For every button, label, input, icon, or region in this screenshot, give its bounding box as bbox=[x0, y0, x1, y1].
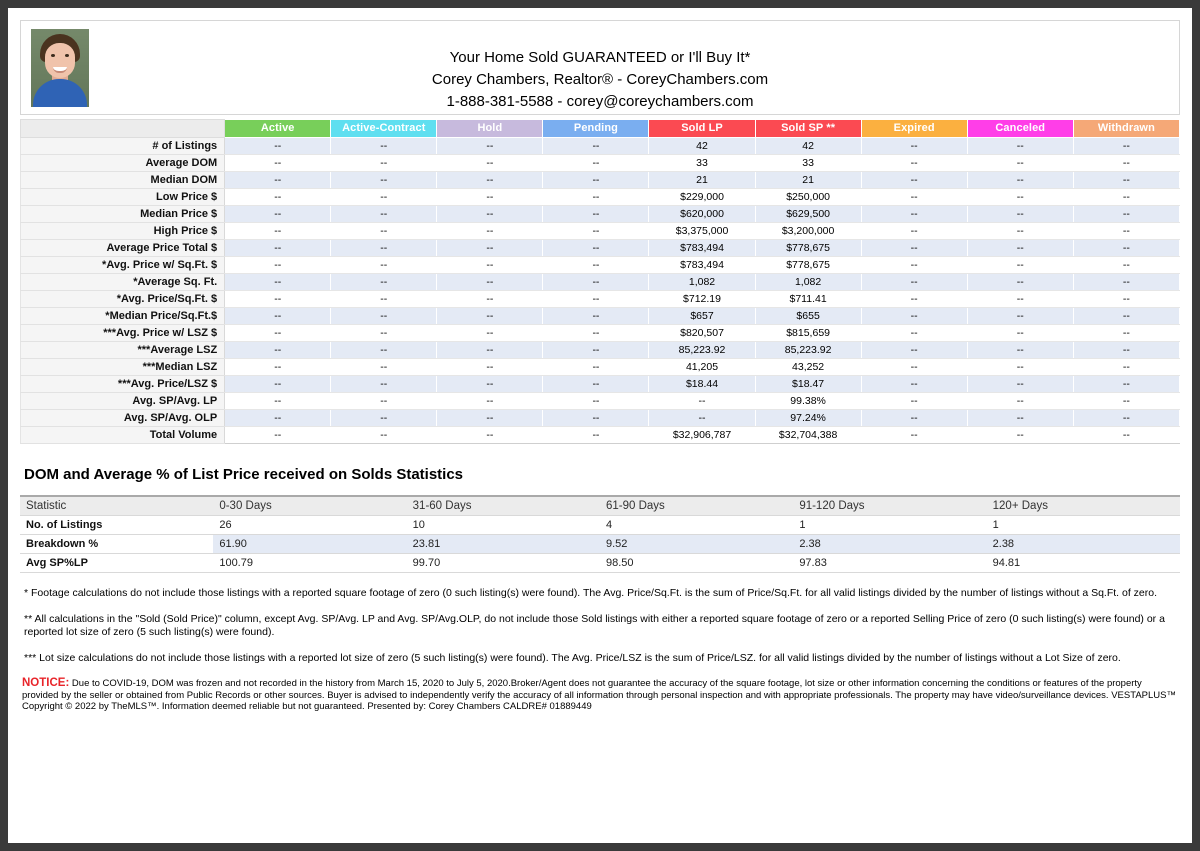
statistics-cell: -- bbox=[967, 325, 1073, 342]
statistics-cell: -- bbox=[225, 257, 331, 274]
dom-cell: 61.90 bbox=[213, 535, 406, 554]
statistics-cell: -- bbox=[1073, 155, 1179, 172]
statistics-cell: $820,507 bbox=[649, 325, 755, 342]
statistics-cell: -- bbox=[861, 155, 967, 172]
statistics-row-label: Median Price $ bbox=[21, 206, 225, 223]
statistics-row-label: ***Median LSZ bbox=[21, 359, 225, 376]
statistics-cell: $3,200,000 bbox=[755, 223, 861, 240]
statistics-cell: -- bbox=[331, 223, 437, 240]
statistics-cell: 21 bbox=[755, 172, 861, 189]
statistics-row bbox=[21, 325, 1180, 342]
dom-cell: 1 bbox=[987, 516, 1180, 535]
statistics-cell: -- bbox=[331, 325, 437, 342]
statistics-cell: -- bbox=[437, 342, 543, 359]
statistics-cell: -- bbox=[543, 274, 649, 291]
dom-cell: 2.38 bbox=[987, 535, 1180, 554]
statistics-corner-cell bbox=[21, 120, 225, 138]
statistics-cell: -- bbox=[861, 359, 967, 376]
statistics-cell: -- bbox=[1073, 308, 1179, 325]
statistics-cell: $32,906,787 bbox=[649, 427, 755, 444]
statistics-cell: -- bbox=[437, 138, 543, 155]
statistics-row bbox=[21, 155, 1180, 172]
statistics-cell: -- bbox=[225, 206, 331, 223]
statistics-cell: $620,000 bbox=[649, 206, 755, 223]
statistics-cell: -- bbox=[861, 189, 967, 206]
dom-row-label: Avg SP%LP bbox=[20, 554, 213, 573]
statistics-cell: -- bbox=[543, 393, 649, 410]
dom-cell: 10 bbox=[407, 516, 600, 535]
statistics-cell: -- bbox=[543, 342, 649, 359]
dom-cell: 98.50 bbox=[600, 554, 793, 573]
statistics-row-label: *Avg. Price w/ Sq.Ft. $ bbox=[21, 257, 225, 274]
statistics-cell: $783,494 bbox=[649, 240, 755, 257]
notice-block bbox=[20, 678, 1180, 713]
statistics-cell: $778,675 bbox=[755, 257, 861, 274]
statistics-cell: -- bbox=[225, 410, 331, 427]
statistics-cell: -- bbox=[225, 240, 331, 257]
statistics-cell: -- bbox=[437, 410, 543, 427]
statistics-row-label: *Median Price/Sq.Ft.$ bbox=[21, 308, 225, 325]
statistics-cell: 42 bbox=[649, 138, 755, 155]
statistics-cell: -- bbox=[331, 410, 437, 427]
statistics-cell: -- bbox=[861, 138, 967, 155]
statistics-col-header-8: Withdrawn bbox=[1073, 120, 1179, 138]
statistics-cell: -- bbox=[331, 172, 437, 189]
document-page bbox=[8, 8, 1192, 843]
statistics-cell: -- bbox=[1073, 376, 1179, 393]
statistics-cell: $32,704,388 bbox=[755, 427, 861, 444]
statistics-cell: -- bbox=[543, 257, 649, 274]
footnote-one: * Footage calculations do not include those listings with a reported square footage of zero (0 such listing(s) were found). The Avg. Price/Sq.Ft. is the sum of Price/Sq.Ft. for all valid listings divided by the number of listings without a Sq.Ft. of zero. bbox=[24, 587, 1158, 599]
statistics-cell: -- bbox=[331, 291, 437, 308]
statistics-row bbox=[21, 189, 1180, 206]
header-contact-block bbox=[21, 47, 1179, 113]
statistics-cell: $3,375,000 bbox=[649, 223, 755, 240]
statistics-cell: $655 bbox=[755, 308, 861, 325]
statistics-cell: -- bbox=[543, 376, 649, 393]
statistics-cell: -- bbox=[1073, 274, 1179, 291]
dom-cell: 100.79 bbox=[213, 554, 406, 573]
statistics-cell: 41,205 bbox=[649, 359, 755, 376]
dom-header-row bbox=[20, 496, 1180, 516]
statistics-cell: -- bbox=[1073, 223, 1179, 240]
statistics-row-label: Low Price $ bbox=[21, 189, 225, 206]
statistics-cell: -- bbox=[225, 291, 331, 308]
statistics-row bbox=[21, 240, 1180, 257]
statistics-cell: -- bbox=[225, 308, 331, 325]
statistics-cell: -- bbox=[437, 206, 543, 223]
dom-col-header-1: 0-30 Days bbox=[213, 496, 406, 516]
statistics-cell: -- bbox=[1073, 257, 1179, 274]
statistics-cell: 85,223.92 bbox=[649, 342, 755, 359]
statistics-cell: -- bbox=[1073, 240, 1179, 257]
dom-col-header-3: 61-90 Days bbox=[600, 496, 793, 516]
statistics-row bbox=[21, 291, 1180, 308]
statistics-cell: $229,000 bbox=[649, 189, 755, 206]
header-contact: 1-888-381-5588 - corey@coreychambers.com bbox=[446, 93, 754, 110]
statistics-cell: -- bbox=[861, 393, 967, 410]
statistics-row-label: # of Listings bbox=[21, 138, 225, 155]
statistics-col-header-2: Hold bbox=[437, 120, 543, 138]
statistics-cell: -- bbox=[967, 308, 1073, 325]
statistics-cell: 1,082 bbox=[649, 274, 755, 291]
statistics-cell: 1,082 bbox=[755, 274, 861, 291]
statistics-col-header-0: Active bbox=[225, 120, 331, 138]
statistics-cell: -- bbox=[967, 274, 1073, 291]
statistics-header-row bbox=[21, 120, 1180, 138]
statistics-cell: -- bbox=[331, 359, 437, 376]
statistics-cell: -- bbox=[331, 308, 437, 325]
dom-cell: 97.83 bbox=[793, 554, 986, 573]
statistics-cell: -- bbox=[1073, 410, 1179, 427]
statistics-cell: -- bbox=[861, 274, 967, 291]
dom-cell: 23.81 bbox=[407, 535, 600, 554]
statistics-row-label: High Price $ bbox=[21, 223, 225, 240]
statistics-cell: -- bbox=[861, 206, 967, 223]
statistics-cell: -- bbox=[225, 393, 331, 410]
statistics-cell: 85,223.92 bbox=[755, 342, 861, 359]
statistics-row-label: Median DOM bbox=[21, 172, 225, 189]
statistics-cell: -- bbox=[225, 155, 331, 172]
statistics-row-label: Avg. SP/Avg. OLP bbox=[21, 410, 225, 427]
statistics-cell: -- bbox=[331, 240, 437, 257]
statistics-cell: -- bbox=[331, 206, 437, 223]
statistics-cell: -- bbox=[967, 138, 1073, 155]
statistics-cell: -- bbox=[225, 138, 331, 155]
dom-col-header-5: 120+ Days bbox=[987, 496, 1180, 516]
statistics-cell: -- bbox=[225, 223, 331, 240]
dom-section-title: DOM and Average % of List Price received on Solds Statistics bbox=[24, 466, 464, 483]
statistics-row bbox=[21, 393, 1180, 410]
statistics-row bbox=[21, 206, 1180, 223]
statistics-row bbox=[21, 376, 1180, 393]
statistics-cell: -- bbox=[437, 274, 543, 291]
header-agent-name: Corey Chambers, Realtor® - CoreyChambers.com bbox=[431, 71, 769, 88]
statistics-cell: -- bbox=[437, 393, 543, 410]
footnote-two: ** All calculations in the "Sold (Sold Price)" column, except Avg. SP/Avg. LP and Avg. SP/Avg.OLP, do not include those Sold listings with either a reported square footage of zero or a reported Selling Price of zero (0 such listing(s) were found) or a reported lot size of zero (5 such listing(s) were found). bbox=[24, 613, 1165, 638]
statistics-cell: -- bbox=[649, 393, 755, 410]
statistics-cell: -- bbox=[967, 240, 1073, 257]
notice-body: Due to COVID-19, DOM was frozen and not recorded in the history from March 15, 2020 to July 5, 2020.Broker/Agent does not guarantee the accuracy of the square footage, lot size or other information concerning the conditions or features of the property provided by the seller or obtained from Public Records or other sources. Buyer is advised to independently verify the accuracy of all information through personal inspection and with appropriate professionals. The property may have video/surveillance devices. VESTAPLUS™ Copyright © 2022 by TheMLS™. Information deemed reliable but not guaranteed. Presented by: Corey Chambers CALDRE# 01889449 bbox=[22, 678, 1176, 712]
statistics-cell: -- bbox=[967, 155, 1073, 172]
statistics-cell: -- bbox=[437, 325, 543, 342]
statistics-row-label: Total Volume bbox=[21, 427, 225, 444]
statistics-cell: -- bbox=[861, 427, 967, 444]
statistics-cell: -- bbox=[437, 427, 543, 444]
statistics-cell: -- bbox=[437, 376, 543, 393]
statistics-cell: -- bbox=[331, 274, 437, 291]
dom-col-header-4: 91-120 Days bbox=[793, 496, 986, 516]
statistics-row-label: ***Avg. Price/LSZ $ bbox=[21, 376, 225, 393]
statistics-cell: -- bbox=[437, 308, 543, 325]
statistics-cell: -- bbox=[331, 393, 437, 410]
statistics-row-label: Average DOM bbox=[21, 155, 225, 172]
dom-row-label: Breakdown % bbox=[20, 535, 213, 554]
dom-row bbox=[20, 554, 1180, 573]
statistics-cell: -- bbox=[861, 376, 967, 393]
statistics-cell: -- bbox=[437, 223, 543, 240]
statistics-cell: -- bbox=[543, 291, 649, 308]
dom-col-header-0: Statistic bbox=[20, 496, 213, 516]
statistics-cell: -- bbox=[543, 308, 649, 325]
statistics-cell: -- bbox=[967, 376, 1073, 393]
report-header bbox=[20, 20, 1180, 115]
statistics-cell: -- bbox=[967, 223, 1073, 240]
statistics-cell: -- bbox=[967, 291, 1073, 308]
statistics-row-label: ***Average LSZ bbox=[21, 342, 225, 359]
dom-statistics-table bbox=[20, 495, 1180, 573]
statistics-row bbox=[21, 342, 1180, 359]
statistics-cell: -- bbox=[543, 138, 649, 155]
statistics-cell: -- bbox=[967, 206, 1073, 223]
dom-row bbox=[20, 535, 1180, 554]
footnotes-block bbox=[20, 587, 1180, 665]
statistics-cell: $712.19 bbox=[649, 291, 755, 308]
statistics-cell: -- bbox=[225, 427, 331, 444]
statistics-cell: -- bbox=[331, 342, 437, 359]
statistics-col-header-6: Expired bbox=[861, 120, 967, 138]
statistics-cell: -- bbox=[861, 257, 967, 274]
statistics-cell: -- bbox=[1073, 393, 1179, 410]
statistics-row-label: Average Price Total $ bbox=[21, 240, 225, 257]
statistics-row bbox=[21, 427, 1180, 444]
statistics-cell: -- bbox=[331, 376, 437, 393]
statistics-cell: -- bbox=[861, 223, 967, 240]
dom-row bbox=[20, 516, 1180, 535]
statistics-cell: -- bbox=[437, 291, 543, 308]
notice-label: NOTICE: bbox=[22, 677, 70, 689]
statistics-cell: 97.24% bbox=[755, 410, 861, 427]
statistics-cell: $18.44 bbox=[649, 376, 755, 393]
statistics-cell: -- bbox=[331, 138, 437, 155]
statistics-cell: -- bbox=[967, 393, 1073, 410]
statistics-cell: -- bbox=[1073, 291, 1179, 308]
dom-cell: 1 bbox=[793, 516, 986, 535]
dom-cell: 94.81 bbox=[987, 554, 1180, 573]
statistics-cell: -- bbox=[225, 172, 331, 189]
statistics-cell: -- bbox=[543, 427, 649, 444]
statistics-cell: -- bbox=[543, 240, 649, 257]
statistics-cell: -- bbox=[225, 189, 331, 206]
statistics-cell: -- bbox=[649, 410, 755, 427]
statistics-cell: -- bbox=[543, 206, 649, 223]
statistics-row bbox=[21, 257, 1180, 274]
statistics-cell: $711.41 bbox=[755, 291, 861, 308]
statistics-cell: -- bbox=[861, 410, 967, 427]
statistics-cell: -- bbox=[1073, 189, 1179, 206]
header-tagline: Your Home Sold GUARANTEED or I'll Buy It* bbox=[449, 49, 751, 66]
footnote-three: *** Lot size calculations do not include those listings with a reported lot size of zero (5 such listing(s) were found). The Avg. Price/LSZ is the sum of Price/LSZ. for all valid listings divided by the number of listings without a Lot Size of zero. bbox=[24, 652, 1121, 664]
statistics-cell: -- bbox=[225, 342, 331, 359]
statistics-cell: -- bbox=[331, 427, 437, 444]
dom-row-label: No. of Listings bbox=[20, 516, 213, 535]
statistics-cell: -- bbox=[967, 359, 1073, 376]
dom-cell: 4 bbox=[600, 516, 793, 535]
statistics-cell: $815,659 bbox=[755, 325, 861, 342]
statistics-cell: -- bbox=[861, 240, 967, 257]
statistics-cell: $657 bbox=[649, 308, 755, 325]
statistics-cell: 42 bbox=[755, 138, 861, 155]
statistics-cell: -- bbox=[1073, 427, 1179, 444]
statistics-cell: -- bbox=[543, 359, 649, 376]
statistics-row bbox=[21, 274, 1180, 291]
statistics-cell: -- bbox=[1073, 206, 1179, 223]
statistics-cell: -- bbox=[437, 172, 543, 189]
statistics-cell: -- bbox=[1073, 325, 1179, 342]
statistics-col-header-4: Sold LP bbox=[649, 120, 755, 138]
statistics-col-header-3: Pending bbox=[543, 120, 649, 138]
statistics-cell: -- bbox=[1073, 172, 1179, 189]
dom-cell: 2.38 bbox=[793, 535, 986, 554]
statistics-cell: $629,500 bbox=[755, 206, 861, 223]
report-sheet bbox=[20, 20, 1180, 826]
statistics-row bbox=[21, 138, 1180, 155]
statistics-cell: -- bbox=[1073, 138, 1179, 155]
statistics-cell: -- bbox=[225, 325, 331, 342]
statistics-cell: 33 bbox=[649, 155, 755, 172]
statistics-cell: -- bbox=[437, 240, 543, 257]
statistics-cell: $18.47 bbox=[755, 376, 861, 393]
statistics-row-label: ***Avg. Price w/ LSZ $ bbox=[21, 325, 225, 342]
statistics-cell: $250,000 bbox=[755, 189, 861, 206]
statistics-cell: 33 bbox=[755, 155, 861, 172]
statistics-row bbox=[21, 172, 1180, 189]
statistics-table bbox=[20, 119, 1180, 444]
statistics-cell: -- bbox=[331, 155, 437, 172]
statistics-cell: -- bbox=[543, 410, 649, 427]
dom-col-header-2: 31-60 Days bbox=[407, 496, 600, 516]
statistics-cell: -- bbox=[543, 172, 649, 189]
statistics-cell: -- bbox=[437, 155, 543, 172]
dom-cell: 9.52 bbox=[600, 535, 793, 554]
statistics-cell: -- bbox=[543, 223, 649, 240]
statistics-cell: -- bbox=[437, 189, 543, 206]
statistics-col-header-1: Active-Contract bbox=[331, 120, 437, 138]
statistics-row bbox=[21, 223, 1180, 240]
statistics-cell: -- bbox=[543, 155, 649, 172]
statistics-cell: -- bbox=[543, 325, 649, 342]
statistics-row bbox=[21, 359, 1180, 376]
statistics-cell: -- bbox=[967, 410, 1073, 427]
statistics-cell: -- bbox=[861, 291, 967, 308]
statistics-cell: -- bbox=[861, 342, 967, 359]
statistics-cell: -- bbox=[967, 427, 1073, 444]
statistics-row-label: *Avg. Price/Sq.Ft. $ bbox=[21, 291, 225, 308]
statistics-cell: -- bbox=[861, 325, 967, 342]
statistics-cell: 21 bbox=[649, 172, 755, 189]
statistics-cell: -- bbox=[861, 172, 967, 189]
statistics-cell: -- bbox=[861, 308, 967, 325]
statistics-cell: -- bbox=[331, 257, 437, 274]
statistics-col-header-5: Sold SP ** bbox=[755, 120, 861, 138]
statistics-row-label: Avg. SP/Avg. LP bbox=[21, 393, 225, 410]
statistics-cell: -- bbox=[967, 189, 1073, 206]
dom-cell: 26 bbox=[213, 516, 406, 535]
statistics-row bbox=[21, 308, 1180, 325]
statistics-row-label: *Average Sq. Ft. bbox=[21, 274, 225, 291]
statistics-cell: -- bbox=[543, 189, 649, 206]
statistics-cell: -- bbox=[225, 376, 331, 393]
statistics-cell: -- bbox=[437, 257, 543, 274]
statistics-cell: -- bbox=[1073, 359, 1179, 376]
statistics-cell: -- bbox=[967, 257, 1073, 274]
statistics-row bbox=[21, 410, 1180, 427]
statistics-cell: -- bbox=[967, 342, 1073, 359]
statistics-cell: -- bbox=[437, 359, 543, 376]
statistics-cell: 99.38% bbox=[755, 393, 861, 410]
statistics-cell: -- bbox=[331, 189, 437, 206]
statistics-cell: -- bbox=[225, 359, 331, 376]
statistics-cell: $778,675 bbox=[755, 240, 861, 257]
statistics-cell: 43,252 bbox=[755, 359, 861, 376]
statistics-cell: -- bbox=[1073, 342, 1179, 359]
statistics-cell: -- bbox=[967, 172, 1073, 189]
statistics-cell: $783,494 bbox=[649, 257, 755, 274]
statistics-cell: -- bbox=[225, 274, 331, 291]
statistics-col-header-7: Canceled bbox=[967, 120, 1073, 138]
dom-cell: 99.70 bbox=[407, 554, 600, 573]
